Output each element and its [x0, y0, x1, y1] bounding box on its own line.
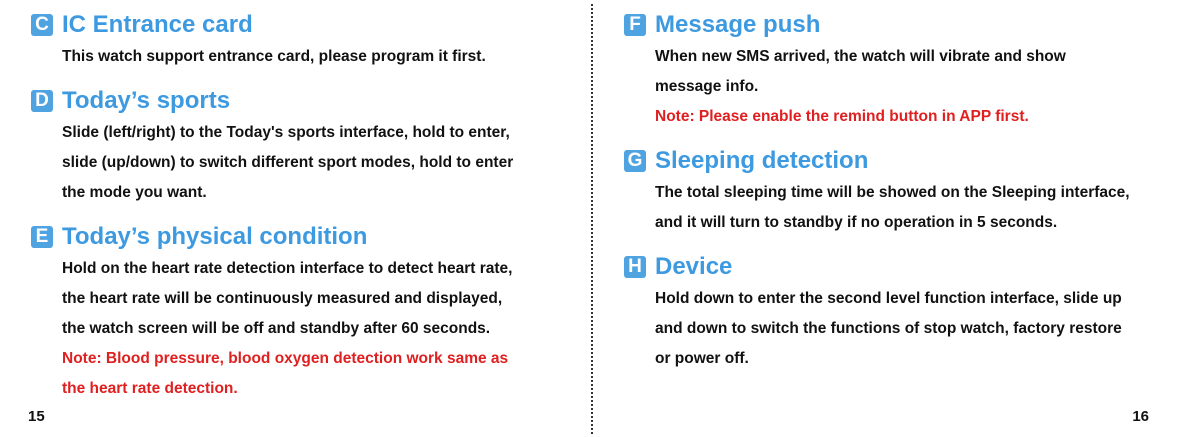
body-line: or power off. [655, 350, 749, 367]
section-heading [31, 222, 512, 252]
section-title: Device [655, 253, 733, 280]
section-letter-badge: C [31, 14, 53, 36]
body-line: Slide (left/right) to the Today's sports interface, hold to enter, [62, 124, 510, 141]
note-line: Note: Please enable the remind button in APP first. [655, 108, 1029, 125]
section-heading [624, 146, 1130, 176]
section-heading [31, 86, 513, 116]
section-letter-badge: D [31, 90, 53, 112]
section-device [624, 252, 1122, 374]
body-line: and it will turn to standby if no operation in 5 seconds. [655, 214, 1058, 231]
body-line: The total sleeping time will be showed on the Sleeping interface, [655, 184, 1130, 201]
section-title: IC Entrance card [62, 11, 253, 38]
section-heading [624, 10, 1066, 40]
note-line: the heart rate detection. [62, 380, 238, 397]
section-todays-sports [31, 86, 513, 208]
section-letter-badge: F [624, 14, 646, 36]
section-heading [31, 10, 486, 40]
body-line: and down to switch the functions of stop watch, factory restore [655, 320, 1122, 337]
body-line: slide (up/down) to switch different sport modes, hold to enter [62, 154, 514, 171]
section-sleeping-detection [624, 146, 1130, 238]
section-body [624, 178, 1130, 238]
page-number: 16 [1132, 408, 1149, 425]
body-line: When new SMS arrived, the watch will vibrate and show [655, 48, 1066, 65]
left-page [0, 0, 590, 437]
section-ic-entrance-card [31, 10, 486, 72]
section-todays-physical-condition [31, 222, 512, 404]
note-line: Note: Blood pressure, blood oxygen detection work same as [62, 350, 509, 367]
right-page [594, 0, 1182, 437]
page-divider [591, 4, 593, 434]
section-letter-badge: H [624, 256, 646, 278]
section-body [31, 118, 513, 208]
section-letter-badge: E [31, 226, 53, 248]
section-title: Message push [655, 11, 821, 38]
section-letter-badge: G [624, 150, 646, 172]
section-message-push [624, 10, 1066, 132]
body-line: the watch screen will be off and standby after 60 seconds. [62, 320, 491, 337]
section-body [624, 284, 1122, 374]
page-number: 15 [28, 408, 45, 425]
section-title: Sleeping detection [655, 147, 869, 174]
section-heading [624, 252, 1122, 282]
body-line: Hold on the heart rate detection interface to detect heart rate, [62, 260, 513, 277]
body-line: This watch support entrance card, please program it first. [62, 48, 486, 65]
section-title: Today’s sports [62, 87, 231, 114]
section-body [31, 254, 512, 404]
body-line: message info. [655, 78, 759, 95]
body-line: the heart rate will be continuously measured and displayed, [62, 290, 503, 307]
section-body [624, 42, 1066, 132]
body-line: Hold down to enter the second level function interface, slide up [655, 290, 1122, 307]
section-title: Today’s physical condition [62, 223, 368, 250]
section-body [31, 42, 486, 72]
body-line: the mode you want. [62, 184, 207, 201]
